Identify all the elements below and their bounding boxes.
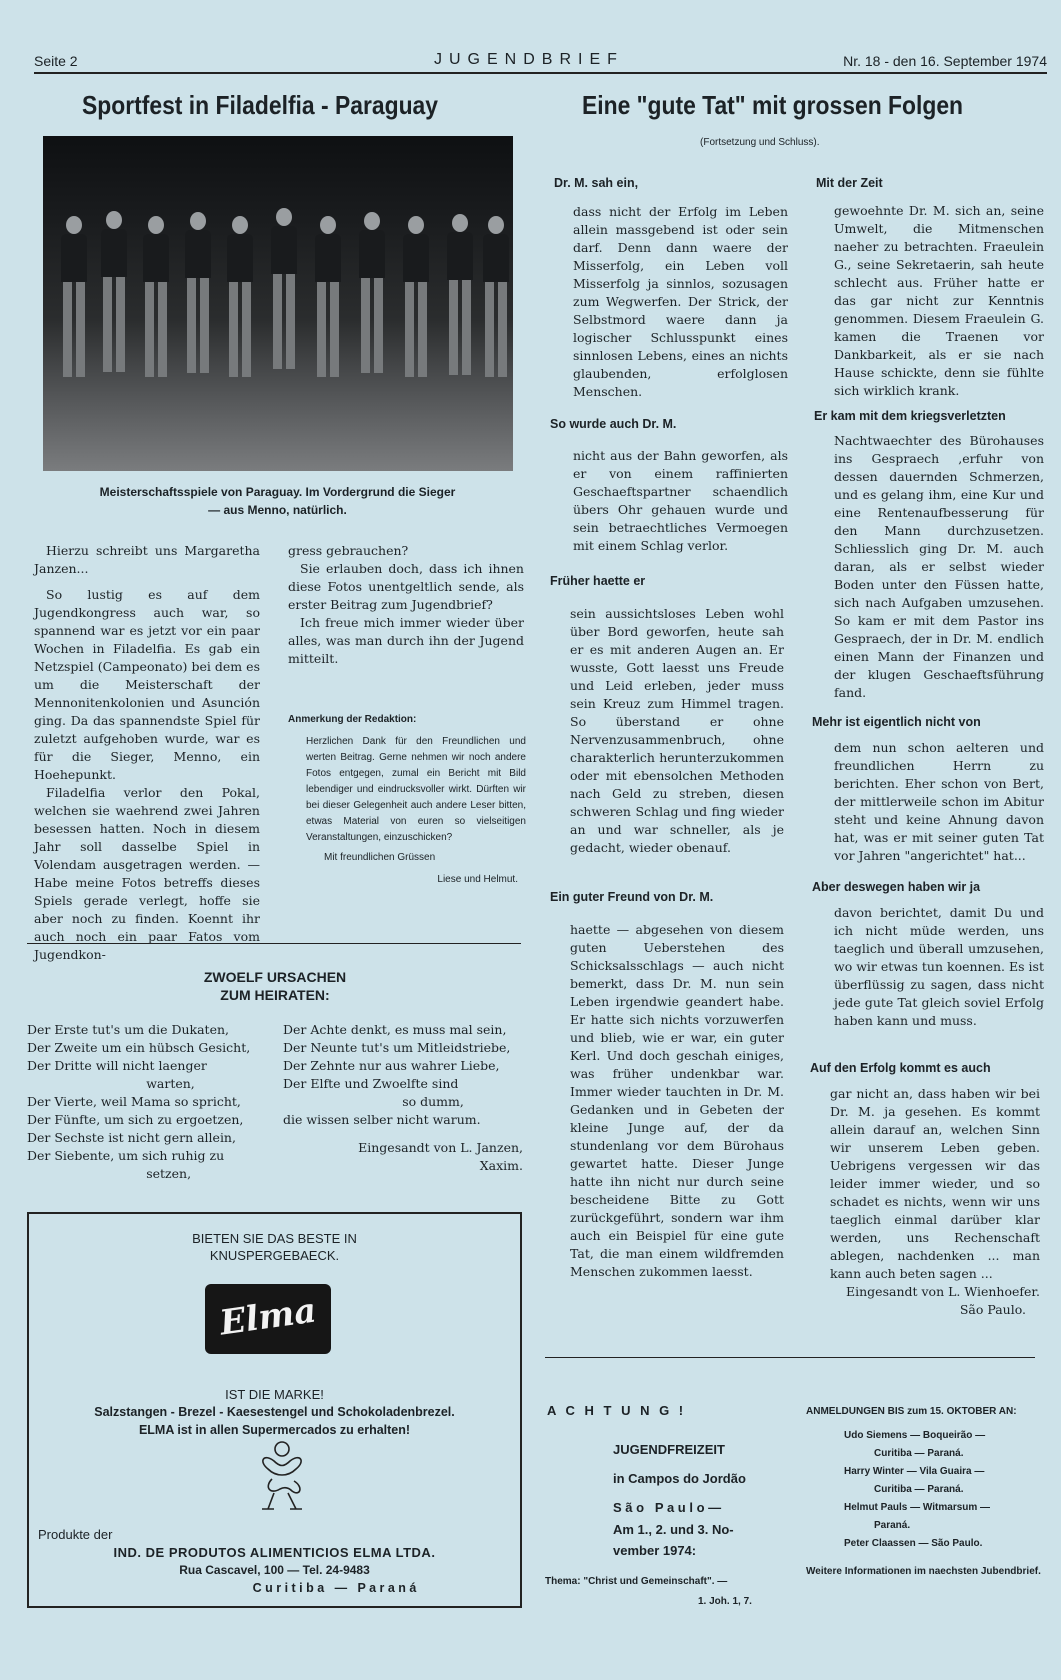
- divider: [27, 943, 521, 944]
- article-paragraph: dem nun schon aelteren und freundlichen Herrn zu berichten. Eher schon von Bert, der mittlerweile schon im Abitur steht und keine Ahnung davon hat, was er mit seiner guten Tat vor Jahren "angerichtet" hat...: [834, 740, 1044, 863]
- section-heading: Dr. M. sah ein,: [554, 176, 639, 190]
- team-photo: [43, 136, 513, 471]
- section-heading: Er kam mit dem kriegsverletzten: [814, 409, 1006, 423]
- section-heading: Aber deswegen haben wir ja: [812, 880, 981, 894]
- article-paragraph: gewoehnte Dr. M. sich an, seine Umwelt, die Mitmenschen naeher zu betrachten. Fraeulein G., seine Sekretaerin, sah heute schlecht aus. Früher hatte er das gar nicht zur Kenntnis genommen. Diesem Fraeulein G. kamen die Traenen vor Dankbarkeit, als er sie nach Hause schickte, denn sie fühlte sich wirklich krank.: [834, 203, 1044, 398]
- article-title-gute-tat: Eine "gute Tat" mit grossen Folgen: [582, 90, 964, 120]
- achtung-thema: Thema: "Christ und Gemeinschaft". —: [545, 1576, 728, 1587]
- article-title-sportfest: Sportfest in Filadelfia - Paraguay: [82, 90, 439, 120]
- poem-column-1: Der Erste tut's um die Dukaten, Der Zweite um ein hübsch Gesicht, Der Dritte will nicht laenger warten, Der Vierte, weil Mama so spricht, Der Fünfte, um sich zu ergoetzen, Der Sechste ist nicht gern allein, Der Siebente, um sich ruhig zu setzen,: [27, 1022, 251, 1181]
- article-paragraph: nicht aus der Bahn geworfen, als er von einem raffinierten Geschaeftspartner schaendlich übers Ohr gehauen wurde und sein betraechtliches Vermoegen mit einem Schlag verlor.: [573, 448, 788, 553]
- article-paragraph: sein aussichtsloses Leben wohl über Bord geworfen, heute sah er es mit anderen Augen an. Er wusste, Gott laesst uns Freude und Leid erleben, jeder muss sein Kreuz zum Himmel tragen. So überstand er ohne Nervenzusammenbruch, ohne charakterlich herunterzukommen oder mit ebensolchen Methoden nach Geld zu streben, diesen schweren Schlag und fing wieder an und war schneller, als je gedacht, wieder obenauf.: [570, 606, 784, 855]
- issue-date: Nr. 18 - den 16. September 1974: [843, 53, 1047, 69]
- article-paragraph: dass nicht der Erfolg im Leben allein massgebend ist oder sein darf. Denn dann waere der Misserfolg, ein Leben voll Misserfolg ja sinnlos, sozusagen zum Wegwerfen. Der Strick, der Selbstmord waere dann ja logischer Schlusspunkt eines sinnlosen Lebens, eines an nichts glaubenden, erfolglosen Menschen.: [573, 204, 788, 399]
- elma-advertisement: BIETEN SIE DAS BESTE IN KNUSPERGEBAECK. Elma IST DIE MARKE! Salzstangen - Brezel - Kaesestengel und Schokoladenbrezel. ELMA ist in allen Supermercados zu erhalten! Produkte der IND. DE PRODUTOS ALIMENTICIOS ELMA LTDA. Rua Cascavel, 100 — Tel. 24-9483 C u r i t i b a — P a r a n á: [27, 1212, 522, 1608]
- photo-caption: Meisterschaftsspiele von Paraguay. Im Vordergrund die Sieger — aus Menno, natürlich.: [99, 485, 456, 517]
- letter-column-2: gress gebrauchen? Sie erlauben doch, dass ich ihnen diese Fotos unentgeltlich sende, als erster Beitrag zum Jugendbrief? Ich freue mich immer wieder über alles, was man durch ihn der Jugend mitteilt.: [288, 543, 524, 666]
- newspaper-page: Seite 2 JUGENDBRIEF Nr. 18 - den 16. September 1974 Sportfest in Filadelfia - Paraguay Eine "gute Tat" mit grossen Folgen (Fortsetzung und Schluss). Meisterschaftsspiele von Paraguay. Im Vordergrund die Sieger — aus Menno, natürlich. Hierzu schreibt uns Margaretha Janzen... So lustig es auf dem Jugendkongress auch war, so spannend war es jetzt vor ein paar Wochen in Filadelfia. Es gab ein Netzspiel (Campeonato) bei dem es um die Meisterschaft der Mennonitenkolonien und Asunción ging. Da das spannendste Spiel für zuletzt aufgehoben wurde, war es für die Sieger, Menno, ein Hoehepunkt. Filadelfia verlor den Pokal, welchen sie waehrend zwei Jahren besessen hatten. Noch in diesem Jahr soll dasselbe Spiel in Volendam ausgetragen werden. — Habe meine Fotos betreffs dieses Spiels gerade verlegt, hoffe sie aber noch zu finden. Koennt ihr auch noch ein paar Fatos vom Jugendkon- gress gebrauchen? Sie erlauben doch, dass ich ihnen diese Fotos unentgeltlich sende, als erster Beitrag zum Jugendbrief? Ich freue mich immer wieder über alles, was man durch ihn der Jugend mitteilt. Anmerkung der Redaktion: Herzlichen Dank für den Freundlichen und werten Beitrag. Gerne nehmen wir noch andere Fotos entgegen, zumal ein Bericht mit Bild lebendiger und eindrucksvoller wirkt. Dürften wir bei dieser Gelegenheit auch andere Leser bitten, etwas Material von euren so vielseitigen Veranstaltungen, einzuschicken? Mit freundlichen Grüssen Liese und Helmut. ZWOELF URSACHEN ZUM HEIRATEN: Der Erste tut's um die Dukaten, Der Zweite um ein hübsch Gesicht, Der Dritte will nicht laenger warten, Der Vierte, weil Mama so spricht, Der Fünfte, um sich zu ergoetzen, Der Sechste ist nicht gern allein, Der Siebente, um sich ruhig zu setzen, Der Achte denkt, es muss mal sein, Der Neunte tut's um Mitleidstriebe, Der Zehnte nur aus wahrer Liebe, Der Elfte und Zwoelfte sind so dumm, die wissen selber nicht warum. Eingesandt von L. Janzen, Xaxim. BIETEN SIE DAS BESTE IN KNUSPERGEBAECK. Elma IST DIE MARKE! Salzstangen - Brezel - Kaesestengel und Schokoladenbrezel. ELMA ist in allen Supermercados zu erhalten! Produkte der IND. DE PRODUTOS ALIMENTICIOS ELMA LTDA. Rua Cascavel, 100 — Tel. 24-9483 C u r i t i b a — P a r a n á Dr. M. sah ein, dass nicht der Erfolg im Leben allein massgebend ist oder sein darf. Denn dann waere der Misserfolg, ein Leben voll Misserfolg ja sinnlos, sozusagen zum Wegwerfen. Der Strick, der Selbstmord waere dann ja logischer Schlusspunkt eines sinnlosen Lebens, eines an nichts glaubenden, erfolglosen Menschen. So wurde auch Dr. M. nicht aus der Bahn geworfen, als er von einem raffinierten Geschaeftspartner schaendlich übers Ohr gehauen wurde und sein betraechtliches Vermoegen mit einem Schlag verlor. Früher haette er sein aussichtsloses Leben wohl über Bord geworfen, heute sah er es mit anderen Augen an. Er wusste, Gott laesst uns Freude und Leid erleben, jeder muss sein Kreuz zum Himmel tragen. So überstand er ohne Nervenzusammenbruch, ohne charakterlich herunterzukommen oder mit ebensolchen Methoden nach Geld zu streben, diesen schweren Schlag und fing wieder an und war schneller, als je gedacht, wieder obenauf. Ein guter Freund von Dr. M. haette — abgesehen von diesem guten Ueberstehen des Schicksalsschlags — auch nicht bemerkt, dass Dr. M. nun sein Leben irgendwie geandert habe. Er hatte sich nichts vorzuwerfen und blieb, wie er war, ein guter Kerl. Und doch geschah einiges, was früher undenkbar war. Immer wieder tauchten in Dr. M. Gedanken und in Gebeten der kleine Junge auf, der da stundenlang vor dem Bürohaus gewartet hatte. Dieser Junge hatte ihn nicht nur durch seine bescheidene Bitte zu Gott zurückgeführt, sondern war ihm auch ein Beispiel für eine gute Tat, die man einem wildfremden Menschen zukommen laesst. Mit der Zeit gewoehnte Dr. M. sich an, seine Umwelt, die Mitmenschen naeher zu betrachten. Fraeulein G., seine Sekretaerin, sah heute schlecht aus. Früher hatte er das gar nicht zur Kenntnis genommen. Diesem Fraeulein G. kamen die Traenen vor Dankbarkeit, als er sie nach Hause schickte, denn sie fühlte sich wirklich krank. Er kam mit dem kriegsverletzten Nachtwaechter des Bürohauses ins Gespraech ,erfuhr von dessen dauernden Schmerzen, und es gelang ihm, eine Kur und eine Rentenaufbesserung für den Mann durchzusetzen. Schliesslich ging Dr. M. auch daran, als er selbst wieder Boden unter den Füssen hatte, sich nach Aufgaben umzusehen. So kam er mit dem Pastor ins Gespraech, der in Dr. M. endlich einen Mann der Finanzen und der klugen Geschaeftsführung fand. Mehr ist eigentlich nicht von dem nun schon aelteren und freundlichen Herrn zu berichten. Eher schon von Bert, der mittlerweile schon im Abitur steht und keine Ahnung davon hat, was er mit seiner guten Tat vor Jahren "angerichtet" hat... Aber deswegen haben wir ja davon berichtet, damit Du und ich nicht müde werden, uns taeglich und überall umzusehen, wo wir etwas tun koennen. Es ist überflüssig zu sagen, dass nicht jede gute Tat gleich soviel Erfolg haben kann und muss. Auf den Erfolg kommt es auch gar nicht an, dass haben wir bei Dr. M. ja gesehen. Es kommt allein darauf an, welchen Sinn wir unserem Leben geben. Uebrigens vergessen wir das leider immer wieder, und so schadet es nichts, wenn wir uns taeglich einmal darüber klar werden, uns Rechenschaft ablegen, nachdenken ... man kann auch beten sagen ... Eingesandt von L. Wienhoefer. São Paulo. A C H T U N G ! JUGENDFREIZEIT in Campos do Jordão S ã o P a u l o — Am 1., 2. und 3. No- vember 1974: Thema: "Christ und Gemeinschaft". — 1. Joh. 1, 7. ANMELDUNGEN BIS zum 15. OKTOBER AN: Udo Siemens — Boqueirão — Curitiba — Paraná. Harry Winter — Vila Guaira — Curitiba — Paraná. Helmut Pauls — Witmarsum — Paraná. Peter Claassen — São Paulo. Weitere Informationen im naechsten Jubendbrief.: [0, 0, 1061, 1680]
- article-paragraph: Nachtwaechter des Bürohauses ins Gespraech ,erfuhr von dessen dauernden Schmerzen, und es gelang ihm, eine Kur und eine Rentenaufbesserung für den Mann durchzusetzen. Schliesslich ging Dr. M. auch daran, als er selbst wieder Boden unter den Füssen hatte, sich nach Aufgaben umzusehen. So kam er mit dem Pastor ins Gespraech, der in Dr. M. endlich einen Mann der Finanzen und der klugen Geschaeftsführung fand.: [834, 433, 1044, 700]
- article-paragraph: gar nicht an, dass haben wir bei Dr. M. ja gesehen. Es kommt allein darauf an, welchen Sinn wir unserem Leben geben. Uebrigens vergessen wir das leider immer wieder, und so schadet es nichts, wenn wir uns taeglich einmal darüber klar werden, uns Rechenschaft ablegen, nachdenken ... man kann auch beten sagen ...: [830, 1086, 1040, 1281]
- editor-note: Anmerkung der Redaktion: Herzlichen Dank für den Freundlichen und werten Beitrag. Gerne nehmen wir noch andere Fotos entgegen, zumal ein Bericht mit Bild lebendiger und eindrucksvoller wirkt. Dürften wir bei dieser Gelegenheit auch andere Leser bitten, etwas Material von euren so vielseitigen Veranstaltungen, einzuschicken? Mit freundlichen Grüssen Liese und Helmut.: [288, 714, 526, 885]
- publication-name: JUGENDBRIEF: [434, 51, 624, 68]
- article-paragraph: davon berichtet, damit Du und ich nicht müde werden, uns taeglich und überall umzusehen, wo wir etwas tun koennen. Es ist überflüssig zu sagen, dass nicht jede gute Tat gleich soviel Erfolg haben kann und muss.: [834, 905, 1044, 1028]
- poem-title: ZWOELF URSACHEN ZUM HEIRATEN:: [203, 969, 347, 1003]
- section-heading: Auf den Erfolg kommt es auch: [810, 1061, 991, 1075]
- pretzel-mascot-icon: [254, 1439, 310, 1513]
- article-signature: Eingesandt von L. Wienhoefer. São Paulo.: [846, 1284, 1040, 1317]
- page-number: Seite 2: [34, 53, 78, 69]
- anmeldung-box: ANMELDUNGEN BIS zum 15. OKTOBER AN: Udo Siemens — Boqueirão — Curitiba — Paraná. Harry Winter — Vila Guaira — Curitiba — Paraná. Helmut Pauls — Witmarsum — Paraná. Peter Claassen — São Paulo. Weitere Informationen im naechsten Jubendbrief.: [806, 1406, 1041, 1577]
- poem-column-2: Der Achte denkt, es muss mal sein, Der Neunte tut's um Mitleidstriebe, Der Zehnte nur aus wahrer Liebe, Der Elfte und Zwoelfte sind so dumm, die wissen selber nicht warum. Eingesandt von L. Janzen, Xaxim.: [283, 1022, 523, 1173]
- article-paragraph: haette — abgesehen von diesem guten Ueberstehen des Schicksalsschlags — auch nicht bemerkt, dass Dr. M. nun sein Leben irgendwie geandert habe. Er hatte sich nichts vorzuwerfen und blieb, wie er war, ein guter Kerl. Und doch geschah einiges, was früher undenkbar war. Immer wieder tauchten in Dr. M. Gedanken und in Gebeten der kleine Junge auf, der da stundenlang vor dem Bürohaus gewartet hatte. Dieser Junge hatte ihn nicht nur durch seine bescheidene Bitte zu Gott zurückgeführt, sondern war ihm auch ein Beispiel für eine gute Tat, die man einem wildfremden Menschen zukommen laesst.: [570, 922, 784, 1279]
- section-heading: So wurde auch Dr. M.: [550, 417, 677, 431]
- achtung-heading: A C H T U N G !: [547, 1403, 687, 1418]
- elma-logo: Elma: [205, 1284, 331, 1354]
- section-heading: Mehr ist eigentlich nicht von: [812, 715, 981, 729]
- section-heading: Mit der Zeit: [816, 176, 883, 190]
- section-heading: Ein guter Freund von Dr. M.: [550, 890, 714, 904]
- page-header: [34, 48, 1047, 74]
- divider: [545, 1357, 1035, 1358]
- letter-column-1: Hierzu schreibt uns Margaretha Janzen... So lustig es auf dem Jugendkongress auch war, so spannend war es jetzt vor ein paar Wochen in Filadelfia. Es gab ein Netzspiel (Campeonato) bei dem es um die Meisterschaft der Mennonitenkolonien und Asunción ging. Da das spannendste Spiel für zuletzt aufgehoben wurde, war es für die Sieger, Menno, ein Hoehepunkt. Filadelfia verlor den Pokal, welchen sie waehrend zwei Jahren besessen hatten. Noch in diesem Jahr soll dasselbe Spiel in Volendam ausgetragen werden. — Habe meine Fotos betreffs dieses Spiels gerade verlegt, hoffe sie aber noch zu finden. Koennt ihr auch noch ein paar Fatos vom Jugendkon-: [34, 543, 260, 962]
- section-heading: Früher haette er: [550, 574, 646, 588]
- article-subtitle: (Fortsetzung und Schluss).: [700, 137, 820, 148]
